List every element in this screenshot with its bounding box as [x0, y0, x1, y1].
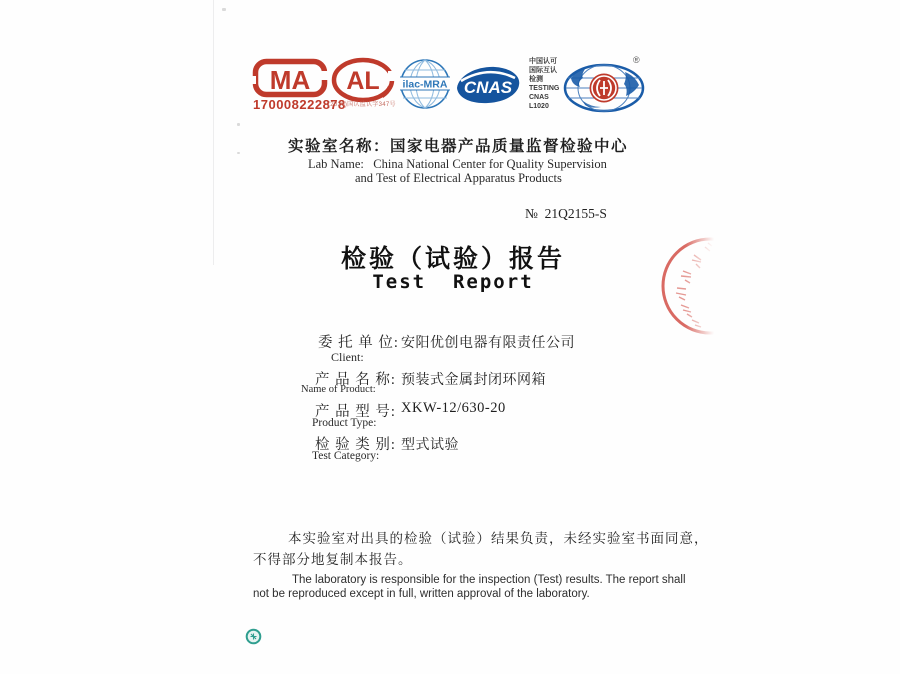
- ilac-mra-logo-icon: [399, 58, 451, 110]
- field-label-en: Test Category:: [312, 450, 380, 462]
- cma-logo-icon: [252, 58, 328, 98]
- field-label-en: Client:: [331, 350, 364, 364]
- red-seal-stamp: [650, 233, 714, 339]
- field-label-zh: 产 品 名 称:: [315, 372, 396, 388]
- cal-approval-number: (2020)国认监认字347号: [328, 102, 396, 108]
- cal-logo-icon: [330, 57, 398, 103]
- svg-text:CNAS: CNAS: [463, 78, 513, 97]
- field-value: 安阳优创电器有限责任公司: [401, 336, 575, 351]
- field-value: XKW-12/630-20: [401, 400, 506, 416]
- field-label-zh: 委 托 单 位:: [318, 335, 399, 351]
- field-label-zh: 产 品 型 号:: [315, 404, 396, 420]
- field-value: 预装式金属封闭环网箱: [401, 373, 546, 388]
- scan-speck: [222, 8, 226, 11]
- statement-zh-line2: 不得部分地复制本报告。: [253, 552, 413, 567]
- svg-text:ilac-MRA: ilac-MRA: [402, 78, 448, 91]
- report-number: № 21Q2155-S: [525, 206, 607, 221]
- lab-name-zh: 实验室名称：国家电器产品质量监督检验中心: [288, 138, 629, 155]
- globe-certification-logo-icon: [563, 63, 645, 113]
- registered-trademark-icon: ®: [633, 55, 640, 65]
- field-label-en: Product Type:: [312, 417, 377, 429]
- lab-name-en-line2: and Test of Electrical Apparatus Products: [355, 171, 562, 185]
- cnas-accreditation-text: 中国认可 国际互认 检测 TESTING CNAS L1020: [529, 58, 560, 110]
- field-label-en: Name of Product:: [301, 384, 376, 395]
- field-label-zh: 检 验 类 别:: [315, 437, 396, 453]
- report-title-zh: 检验（试验）报告: [340, 246, 566, 273]
- cma-certificate-number: 170008222878: [253, 97, 346, 112]
- scan-speck: [237, 123, 240, 126]
- scan-edge-artifact: [213, 0, 214, 265]
- statement-zh-line1: 本实验室对出具的检验（试验）结果负责，未经实验室书面同意，: [288, 531, 709, 546]
- report-title-en: Test Report: [372, 271, 534, 293]
- statement-en-line2: not be reproduced except in full, written approval of the laboratory.: [253, 588, 590, 600]
- statement-en-line1: The laboratory is responsible for the inspection (Test) results. The report shall: [292, 574, 686, 586]
- svg-text:MA: MA: [269, 65, 311, 95]
- field-value: 型式试验: [401, 438, 459, 453]
- teal-mini-stamp: [245, 628, 262, 645]
- lab-name-en-line1: Lab Name: China National Center for Quality Supervision: [308, 157, 607, 171]
- scan-speck: [237, 152, 240, 154]
- svg-text:AL: AL: [346, 67, 380, 95]
- cnas-logo-icon: [455, 62, 521, 107]
